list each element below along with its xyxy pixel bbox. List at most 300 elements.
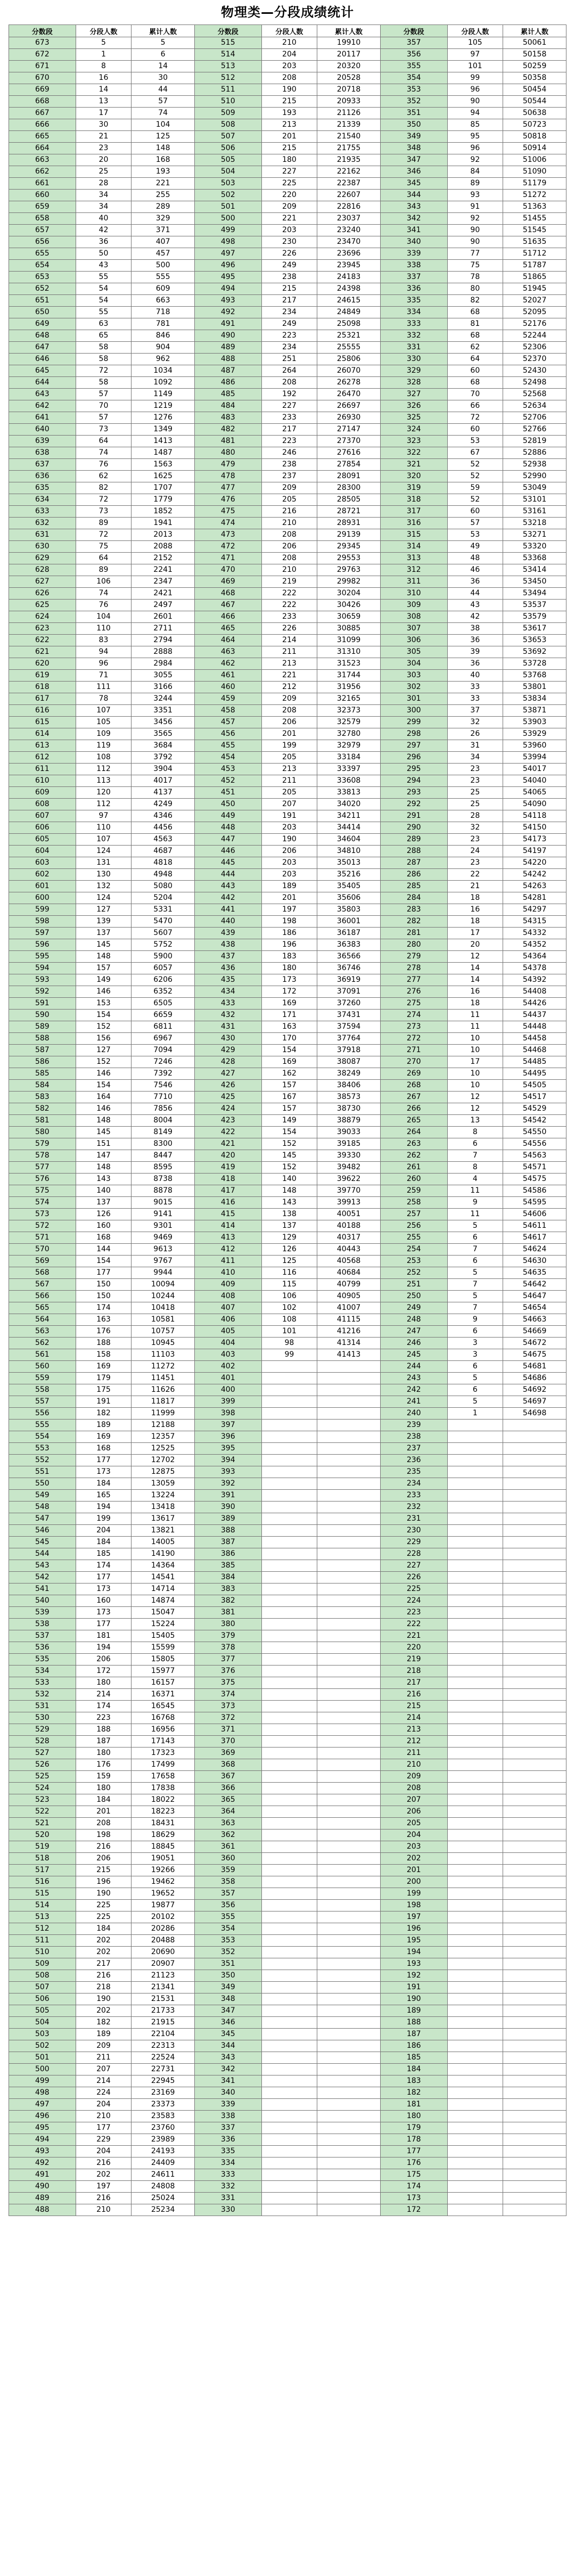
count-cell: 21 [447, 881, 503, 892]
cumulative-cell: 53368 [503, 553, 566, 564]
score-cell: 341 [194, 2075, 261, 2087]
cumulative-cell: 1487 [132, 447, 195, 459]
score-cell: 367 [194, 1771, 261, 1783]
count-cell: 49 [447, 541, 503, 553]
score-cell: 304 [380, 658, 447, 670]
count-cell: 26 [447, 728, 503, 740]
cumulative-cell: 54586 [503, 1185, 566, 1197]
cumulative-cell: 555 [132, 272, 195, 283]
score-cell: 291 [380, 810, 447, 822]
score-cell: 485 [194, 389, 261, 400]
table-row [9, 459, 566, 471]
cumulative-cell [503, 2099, 566, 2111]
cumulative-cell: 3351 [132, 705, 195, 717]
cumulative-cell: 54681 [503, 1361, 566, 1373]
cumulative-cell: 21341 [132, 1982, 195, 1993]
score-cell: 431 [194, 1021, 261, 1033]
table-row [9, 330, 566, 342]
score-cell: 286 [380, 869, 447, 881]
cumulative-cell [503, 1420, 566, 1431]
score-cell: 362 [194, 1830, 261, 1841]
cumulative-cell [317, 2111, 381, 2122]
cumulative-cell [503, 2111, 566, 2122]
count-cell: 182 [76, 2017, 132, 2029]
cumulative-cell: 19877 [132, 1900, 195, 1912]
count-cell [261, 1560, 317, 1572]
score-cell: 457 [194, 717, 261, 728]
cumulative-cell: 54595 [503, 1197, 566, 1209]
cumulative-cell [317, 1830, 381, 1841]
count-cell [261, 1595, 317, 1607]
count-cell: 180 [76, 1783, 132, 1794]
count-cell [447, 1619, 503, 1630]
count-cell: 110 [76, 623, 132, 635]
count-cell: 149 [76, 974, 132, 986]
score-cell: 330 [194, 2204, 261, 2216]
count-cell: 3 [447, 1349, 503, 1361]
score-cell: 261 [380, 1162, 447, 1174]
cumulative-cell [503, 1947, 566, 1958]
cumulative-cell: 36383 [317, 939, 381, 951]
cumulative-cell: 54458 [503, 1033, 566, 1045]
cumulative-cell [317, 2193, 381, 2204]
cumulative-cell: 18431 [132, 1818, 195, 1830]
score-cell: 472 [194, 541, 261, 553]
cumulative-cell: 54173 [503, 834, 566, 846]
table-row [9, 131, 566, 143]
count-cell: 90 [447, 236, 503, 248]
count-cell: 8 [447, 1162, 503, 1174]
count-cell: 225 [76, 1900, 132, 1912]
cumulative-cell [317, 1443, 381, 1455]
table-row [9, 986, 566, 998]
score-cell: 289 [380, 834, 447, 846]
table-row [9, 1420, 566, 1431]
cumulative-cell: 21733 [132, 2005, 195, 2017]
table-row [9, 1174, 566, 1185]
cumulative-cell: 3456 [132, 717, 195, 728]
cumulative-cell: 6967 [132, 1033, 195, 1045]
cumulative-cell: 11626 [132, 1384, 195, 1396]
cumulative-cell: 53728 [503, 658, 566, 670]
cumulative-cell: 5607 [132, 928, 195, 939]
table-row [9, 2052, 566, 2064]
table-row [9, 1771, 566, 1783]
cumulative-cell: 54642 [503, 1279, 566, 1291]
count-cell: 44 [447, 588, 503, 600]
count-cell [261, 1654, 317, 1666]
table-row [9, 705, 566, 717]
cumulative-cell [317, 1384, 381, 1396]
cumulative-cell: 10418 [132, 1302, 195, 1314]
cumulative-cell [503, 1771, 566, 1783]
cumulative-cell [503, 1490, 566, 1502]
cumulative-cell [503, 1630, 566, 1642]
cumulative-cell: 2421 [132, 588, 195, 600]
cumulative-cell: 51712 [503, 248, 566, 260]
score-cell: 521 [9, 1818, 76, 1830]
count-cell [261, 2111, 317, 2122]
score-cell: 404 [194, 1338, 261, 1349]
cumulative-cell [317, 1771, 381, 1783]
score-cell: 554 [9, 1431, 76, 1443]
table-row [9, 682, 566, 693]
cumulative-cell: 407 [132, 236, 195, 248]
score-cell: 643 [9, 389, 76, 400]
table-row [9, 1923, 566, 1935]
cumulative-cell [317, 2064, 381, 2075]
cumulative-cell: 25555 [317, 342, 381, 354]
score-cell: 180 [380, 2111, 447, 2122]
count-cell: 54 [76, 283, 132, 295]
count-cell: 152 [76, 1021, 132, 1033]
count-cell: 205 [261, 787, 317, 799]
count-cell: 72 [447, 412, 503, 424]
cumulative-cell: 125 [132, 131, 195, 143]
score-cell: 425 [194, 1092, 261, 1103]
count-cell: 76 [76, 600, 132, 611]
score-cell: 331 [194, 2193, 261, 2204]
cumulative-cell: 52176 [503, 318, 566, 330]
score-cell: 259 [380, 1185, 447, 1197]
score-cell: 641 [9, 412, 76, 424]
score-cell: 565 [9, 1302, 76, 1314]
cumulative-cell: 22945 [132, 2075, 195, 2087]
cumulative-cell: 51006 [503, 154, 566, 166]
score-cell: 542 [9, 1572, 76, 1584]
cumulative-cell: 52027 [503, 295, 566, 307]
table-row [9, 1794, 566, 1806]
cumulative-cell [317, 1783, 381, 1794]
score-cell: 540 [9, 1595, 76, 1607]
count-cell: 213 [261, 764, 317, 775]
score-cell: 333 [194, 2169, 261, 2181]
cumulative-cell [317, 1865, 381, 1876]
cumulative-cell: 6659 [132, 1010, 195, 1021]
score-cell: 451 [194, 787, 261, 799]
count-cell [447, 1548, 503, 1560]
cumulative-cell: 54150 [503, 822, 566, 834]
score-cell: 638 [9, 447, 76, 459]
count-cell: 163 [76, 1314, 132, 1326]
cumulative-cell: 34020 [317, 799, 381, 810]
cumulative-cell: 17658 [132, 1771, 195, 1783]
header-count: 分段人数 [447, 25, 503, 37]
score-cell: 246 [380, 1338, 447, 1349]
cumulative-cell: 846 [132, 330, 195, 342]
cumulative-cell [317, 1712, 381, 1724]
score-cell: 534 [9, 1666, 76, 1677]
score-cell: 371 [194, 1724, 261, 1736]
score-cell: 376 [194, 1666, 261, 1677]
score-cell: 412 [194, 1244, 261, 1256]
count-cell [447, 1958, 503, 1970]
cumulative-cell [317, 1841, 381, 1853]
score-cell: 593 [9, 974, 76, 986]
count-cell: 20 [447, 939, 503, 951]
count-cell: 58 [76, 354, 132, 365]
count-cell: 81 [447, 318, 503, 330]
cumulative-cell: 53834 [503, 693, 566, 705]
count-cell [261, 1841, 317, 1853]
count-cell: 193 [261, 108, 317, 119]
score-cell: 430 [194, 1033, 261, 1045]
count-cell: 111 [76, 682, 132, 693]
table-row [9, 810, 566, 822]
score-cell: 514 [194, 49, 261, 61]
score-cell: 468 [194, 588, 261, 600]
table-row [9, 1560, 566, 1572]
count-cell: 90 [447, 96, 503, 108]
count-cell: 162 [261, 1068, 317, 1080]
table-row [9, 1818, 566, 1830]
count-cell: 233 [261, 412, 317, 424]
score-cell: 360 [194, 1853, 261, 1865]
cumulative-cell: 54697 [503, 1396, 566, 1408]
count-cell [261, 2040, 317, 2052]
score-cell: 389 [194, 1513, 261, 1525]
table-row [9, 1478, 566, 1490]
count-cell: 172 [261, 986, 317, 998]
score-cell: 436 [194, 963, 261, 974]
cumulative-cell: 54556 [503, 1138, 566, 1150]
table-row [9, 646, 566, 658]
count-cell [261, 1748, 317, 1759]
cumulative-cell: 52766 [503, 424, 566, 436]
count-cell: 208 [261, 377, 317, 389]
count-cell: 229 [76, 2134, 132, 2146]
count-cell: 58 [76, 342, 132, 354]
cumulative-cell: 53692 [503, 646, 566, 658]
cumulative-cell: 23696 [317, 248, 381, 260]
cumulative-cell: 54505 [503, 1080, 566, 1092]
count-cell [447, 1677, 503, 1689]
score-cell: 306 [380, 635, 447, 646]
table-row [9, 1103, 566, 1115]
table-row [9, 1677, 566, 1689]
cumulative-cell: 12702 [132, 1455, 195, 1466]
count-cell: 264 [261, 365, 317, 377]
table-row [9, 1150, 566, 1162]
count-cell: 225 [76, 1912, 132, 1923]
count-cell: 137 [76, 928, 132, 939]
count-cell: 82 [447, 295, 503, 307]
count-cell: 176 [76, 1759, 132, 1771]
score-cell: 275 [380, 998, 447, 1010]
table-row [9, 998, 566, 1010]
cumulative-cell: 54575 [503, 1174, 566, 1185]
cumulative-cell: 21935 [317, 154, 381, 166]
cumulative-cell [317, 1958, 381, 1970]
score-cell: 422 [194, 1127, 261, 1138]
cumulative-cell [503, 1736, 566, 1748]
count-cell: 222 [261, 588, 317, 600]
score-cell: 513 [9, 1912, 76, 1923]
count-cell [447, 1595, 503, 1607]
cumulative-cell: 30426 [317, 600, 381, 611]
cumulative-cell: 8004 [132, 1115, 195, 1127]
table-row [9, 740, 566, 752]
score-cell: 618 [9, 682, 76, 693]
count-cell: 154 [76, 1256, 132, 1267]
count-cell: 238 [261, 272, 317, 283]
score-cell: 480 [194, 447, 261, 459]
cumulative-cell: 3244 [132, 693, 195, 705]
score-cell: 506 [9, 1993, 76, 2005]
count-cell: 36 [447, 635, 503, 646]
cumulative-cell: 2347 [132, 576, 195, 588]
cumulative-cell [503, 1748, 566, 1759]
table-row [9, 1666, 566, 1677]
cumulative-cell: 2013 [132, 529, 195, 541]
count-cell [261, 1900, 317, 1912]
cumulative-cell: 329 [132, 213, 195, 225]
score-cell: 383 [194, 1584, 261, 1595]
cumulative-cell: 7546 [132, 1080, 195, 1092]
count-cell: 71 [76, 670, 132, 682]
score-cell: 173 [380, 2193, 447, 2204]
count-cell [261, 1548, 317, 1560]
count-cell: 157 [76, 963, 132, 974]
count-cell: 5 [447, 1373, 503, 1384]
cumulative-cell: 54197 [503, 846, 566, 857]
count-cell: 201 [261, 131, 317, 143]
cumulative-cell: 37431 [317, 1010, 381, 1021]
score-cell: 257 [380, 1209, 447, 1220]
cumulative-cell: 52990 [503, 471, 566, 482]
count-cell: 36 [76, 236, 132, 248]
cumulative-cell: 25024 [132, 2193, 195, 2204]
score-cell: 445 [194, 857, 261, 869]
score-cell: 522 [9, 1806, 76, 1818]
count-cell: 106 [261, 1291, 317, 1302]
score-cell: 439 [194, 928, 261, 939]
cumulative-cell [317, 1525, 381, 1537]
count-cell [447, 1513, 503, 1525]
table-row [9, 1619, 566, 1630]
count-cell: 251 [261, 354, 317, 365]
table-row [9, 1993, 566, 2005]
score-cell: 372 [194, 1712, 261, 1724]
count-cell: 173 [76, 1584, 132, 1595]
count-cell [261, 1958, 317, 1970]
table-row [9, 154, 566, 166]
cumulative-cell: 54563 [503, 1150, 566, 1162]
count-cell [447, 1724, 503, 1736]
score-cell: 202 [380, 1853, 447, 1865]
count-cell: 6 [447, 1256, 503, 1267]
count-cell: 36 [447, 658, 503, 670]
score-cell: 278 [380, 963, 447, 974]
cumulative-cell: 168 [132, 154, 195, 166]
score-cell: 611 [9, 764, 76, 775]
score-cell: 260 [380, 1174, 447, 1185]
count-cell: 60 [447, 424, 503, 436]
count-cell: 101 [261, 1326, 317, 1338]
score-cell: 597 [9, 928, 76, 939]
score-cell: 424 [194, 1103, 261, 1115]
table-row [9, 283, 566, 295]
table-row [9, 1408, 566, 1420]
score-cell: 386 [194, 1548, 261, 1560]
count-cell: 65 [76, 330, 132, 342]
score-cell: 400 [194, 1384, 261, 1396]
count-cell [447, 1736, 503, 1748]
cumulative-cell: 10581 [132, 1314, 195, 1326]
cumulative-cell: 30 [132, 72, 195, 84]
table-row [9, 588, 566, 600]
count-cell: 145 [261, 1150, 317, 1162]
count-cell: 190 [76, 1888, 132, 1900]
count-cell: 140 [76, 1185, 132, 1197]
score-cell: 634 [9, 494, 76, 506]
cumulative-cell: 23760 [132, 2122, 195, 2134]
count-cell: 177 [76, 2122, 132, 2134]
count-cell: 214 [76, 2075, 132, 2087]
score-cell: 349 [380, 131, 447, 143]
score-cell: 263 [380, 1138, 447, 1150]
count-cell: 55 [76, 272, 132, 283]
score-cell: 238 [380, 1431, 447, 1443]
cumulative-cell: 54297 [503, 904, 566, 916]
count-cell: 57 [447, 518, 503, 529]
count-cell [447, 1759, 503, 1771]
table-row [9, 61, 566, 72]
cumulative-cell: 35013 [317, 857, 381, 869]
cumulative-cell: 4137 [132, 787, 195, 799]
table-row [9, 178, 566, 190]
score-cell: 188 [380, 2017, 447, 2029]
cumulative-cell: 17838 [132, 1783, 195, 1794]
cumulative-cell: 54437 [503, 1010, 566, 1021]
score-cell: 335 [380, 295, 447, 307]
score-cell: 329 [380, 365, 447, 377]
count-cell: 113 [76, 775, 132, 787]
cumulative-cell [317, 2099, 381, 2111]
score-cell: 631 [9, 529, 76, 541]
count-cell: 227 [261, 400, 317, 412]
score-cell: 294 [380, 775, 447, 787]
count-cell: 9 [447, 1197, 503, 1209]
count-cell: 124 [76, 892, 132, 904]
score-cell: 361 [194, 1841, 261, 1853]
cumulative-cell: 53450 [503, 576, 566, 588]
score-cell: 284 [380, 892, 447, 904]
cumulative-cell: 28505 [317, 494, 381, 506]
cumulative-cell [503, 1595, 566, 1607]
cumulative-cell: 39033 [317, 1127, 381, 1138]
score-cell: 572 [9, 1220, 76, 1232]
score-cell: 343 [194, 2052, 261, 2064]
score-cell: 501 [194, 201, 261, 213]
score-cell: 302 [380, 682, 447, 693]
count-cell: 203 [261, 61, 317, 72]
table-row [9, 1701, 566, 1712]
score-cell: 198 [380, 1900, 447, 1912]
score-cell: 277 [380, 974, 447, 986]
count-cell: 191 [76, 1396, 132, 1408]
cumulative-cell [317, 1794, 381, 1806]
score-cell: 405 [194, 1326, 261, 1338]
count-cell: 206 [76, 1654, 132, 1666]
cumulative-cell: 24615 [317, 295, 381, 307]
table-row [9, 1279, 566, 1291]
count-cell: 209 [261, 693, 317, 705]
cumulative-cell: 9469 [132, 1232, 195, 1244]
cumulative-cell [503, 1876, 566, 1888]
cumulative-cell [317, 2040, 381, 2052]
table-row [9, 1502, 566, 1513]
